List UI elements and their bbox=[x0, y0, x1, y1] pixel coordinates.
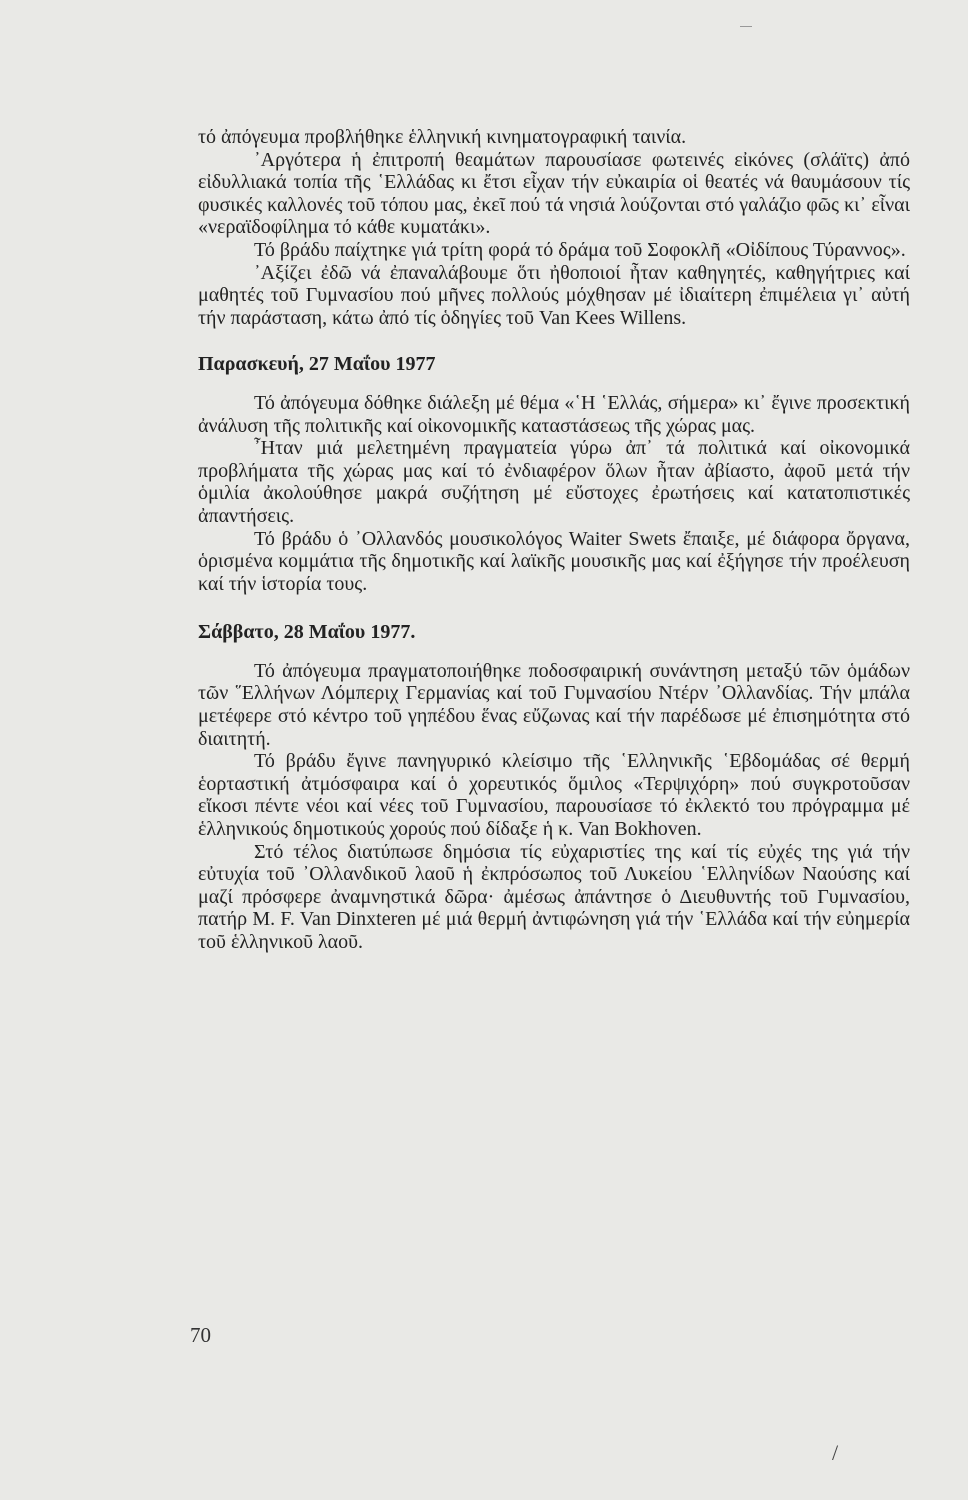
section-heading-saturday: Σάββατο, 28 Μαΐου 1977. bbox=[198, 621, 416, 644]
paragraph: τό ἀπόγευμα προβλήθηκε ἑλληνική κινηματογραφική ταινία. bbox=[198, 126, 687, 148]
paragraph: Στό τέλος διατύπωσε δημόσια τίς εὐχαριστίες της καί τίς εὐχές της γιά τήν εὐτυχία τοῦ ᾿Ολλανδικοῦ λαοῦ ἡ ἐκπρόσωπος τοῦ Λυκείου ῾Ελληνίδων Ναούσης καί μαζί πρόσφερε ἀναμνηστικά δῶρα· ἀμέσως ἀπάντησε ὁ Διευθυντής τοῦ Γυμνασίου, πατήρ Μ. F. Van Dinxteren μέ μιά θερμή ἀντιφώνηση γιά τήν ῾Ελλάδα καί τήν εὐημερία τοῦ ἑλληνικοῦ λαοῦ. bbox=[198, 840, 910, 953]
paragraph: ᾿Αξίζει ἐδῶ νά ἐπαναλάβουμε ὅτι ἠθοποιοί ἦταν καθηγητές, καθηγήτριες καί μαθητές τοῦ Γυμνασίου πού μῆνες πολλούς μόχθησαν μέ ἰδιαίτερη ἐπιμέλεια γι᾿ αὐτή τήν παράσταση, κάτω ἀπό τίς ὁδηγίες τοῦ Van Kees Willens. bbox=[198, 261, 910, 329]
page-number: 70 bbox=[190, 1323, 211, 1347]
scan-dash-mark bbox=[740, 26, 752, 27]
paragraph: Τό βράδυ ἔγινε πανηγυρικό κλείσιμο τῆς ῾Ελληνικῆς ῾Εβδομάδας σέ θερμή ἑορταστική ἀτμόσφαιρα καί ὁ χορευτικός ὅμιλος «Τερψιχόρη» πού συγκροτοῦσαν εἴκοσι πέντε νέοι καί νέες τοῦ Γυμνασίου, παρουσίασε τό ἐκλεκτό του πρόγραμμα μέ ἑλληνικούς δημοτικούς χορούς πού δίδαξε ἡ κ. Van Bokhoven. bbox=[198, 750, 910, 841]
section-heading-friday: Παρασκευή, 27 Μαΐου 1977 bbox=[198, 353, 436, 376]
paragraph: ᾿Αργότερα ἡ ἐπιτροπή θεαμάτων παρουσίασε φωτεινές εἰκόνες (σλάϊτς) ἀπό εἰδυλλιακά τοπία τῆς ῾Ελλάδας κι ἔτσι εἶχαν τήν εὐκαιρία οἱ θεατές νά θαυμάσουν τίς φυσικές καλλονές τοῦ τόπου μας, ἐκεῖ πού τά νησιά λούζονται στό γαλάζιο φῶς κι᾿ εἶναι «νεραϊδοφίλημα τό κάθε κυματάκι». bbox=[198, 148, 910, 239]
body-text bbox=[198, 126, 910, 954]
paragraph: Τό βράδυ παίχτηκε γιά τρίτη φορά τό δράμα τοῦ Σοφοκλῆ «Οἰδίπους Τύραννος». bbox=[254, 238, 906, 261]
paragraph: Τό ἀπόγευμα πραγματοποιήθηκε ποδοσφαιρική συνάντηση μεταξύ τῶν ὁμάδων τῶν ῞Ελλήνων Λόμπεριχ Γερμανίας καί τοῦ Γυμνασίου Ντέρν ᾿Ολλανδίας. Τήν μπάλα μετέφερε στό κέντρο τοῦ γηπέδου ἕνας εὔζωνας καί τήν παρέδωσε μέ ἐπισημότητα στό διαιτητή. bbox=[198, 659, 910, 750]
paragraph: Τό ἀπόγευμα δόθηκε διάλεξη μέ θέμα «῾Η ῾Ελλάς, σήμερα» κι᾿ ἔγινε προσεκτική ἀνάλυση τῆς πολιτικῆς καί οἰκονομικῆς καταστάσεως τῆς χώρας μας. bbox=[198, 391, 910, 437]
paragraph: Τό βράδυ ὁ ᾿Ολλανδός μουσικολόγος Waiter Swets ἔπαιξε, μέ διάφορα ὄργανα, ὁρισμένα κομμάτια τῆς δημοτικῆς καί λαϊκῆς μουσικῆς μας καί ἐξήγησε τήν προέλευση καί τήν ἱστορία τους. bbox=[198, 527, 910, 595]
pen-mark: / bbox=[832, 1440, 839, 1465]
paragraph: ῏Ηταν μιά μελετημένη πραγματεία γύρω ἀπ᾿ τά πολιτικά καί οἰκονομικά προβλήματα τῆς χώρας μας καί τό ἐνδιαφέρον ὅλων ἦταν ἀβίαστο, ἀφοῦ μετά τήν ὁμιλία ἀκολούθησε μακρά συζήτηση μέ εὔστοχες ἐρωτήσεις καί κατατοπιστικές ἀπαντήσεις. bbox=[198, 437, 910, 527]
